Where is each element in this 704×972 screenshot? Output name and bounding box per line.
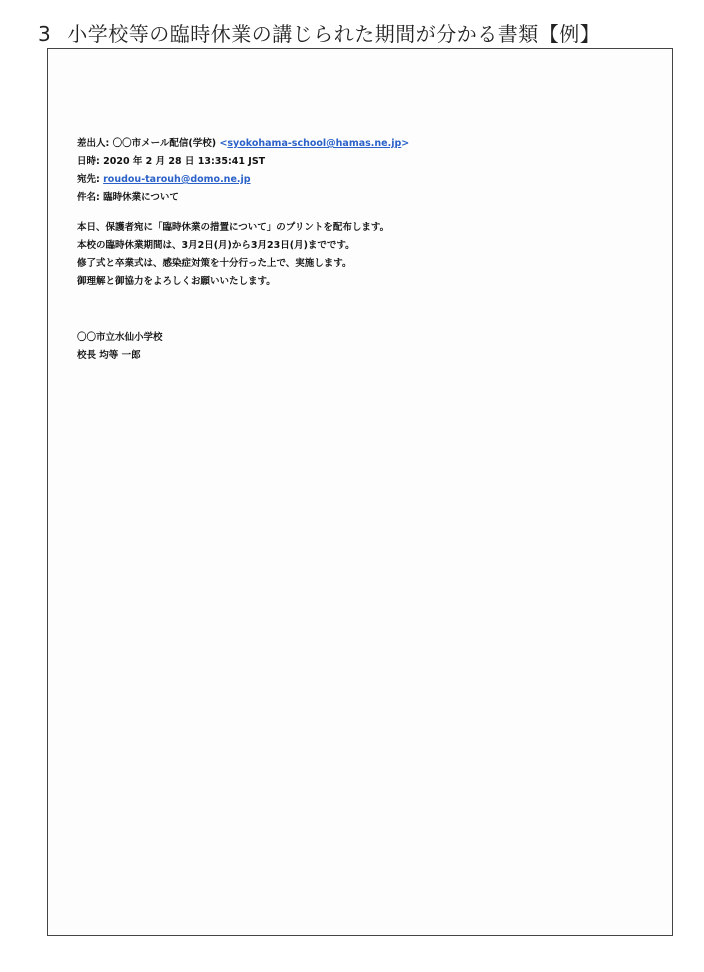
subject-line xyxy=(77,189,597,207)
subject-value: 臨時休業について xyxy=(103,192,179,203)
document-heading xyxy=(38,18,600,47)
from-address-link[interactable]: syokohama-school@hamas.ne.jp xyxy=(227,138,402,149)
to-label: 宛先: xyxy=(77,174,100,185)
date-value: 2020 年 2 月 28 日 13:35:41 JST xyxy=(103,156,266,167)
from-name: 〇〇市メール配信(学校) xyxy=(112,138,217,149)
body-line: 本校の臨時休業期間は、3月2日(月)から3月23日(月)までです。 xyxy=(77,240,355,251)
subject-label: 件名: xyxy=(77,192,100,203)
signature-principal: 校長 均等 一郎 xyxy=(77,350,141,361)
to-address-link[interactable]: roudou-tarouh@domo.ne.jp xyxy=(103,174,251,185)
to-line xyxy=(77,171,597,189)
date-line xyxy=(77,153,597,171)
from-address-close-bracket: > xyxy=(401,138,410,149)
email-body xyxy=(77,219,597,291)
heading-title: 小学校等の臨時休業の講じられた期間が分かる書類【例】 xyxy=(67,22,601,46)
body-line: 本日、保護者宛に「臨時休業の措置について」のプリントを配布します。 xyxy=(77,222,390,233)
from-line xyxy=(77,135,597,153)
from-address-open-bracket: < xyxy=(219,138,228,149)
body-line: 修了式と卒業式は、感染症対策を十分行った上で、実施します。 xyxy=(77,258,352,269)
from-label: 差出人: xyxy=(77,138,110,149)
email-printout xyxy=(77,135,597,365)
body-line: 御理解と御協力をよろしくお願いいたします。 xyxy=(77,276,276,287)
signature-school: 〇〇市立水仙小学校 xyxy=(77,332,163,343)
date-label: 日時: xyxy=(77,156,100,167)
email-signature xyxy=(77,329,597,365)
heading-number: 3 xyxy=(38,22,52,46)
